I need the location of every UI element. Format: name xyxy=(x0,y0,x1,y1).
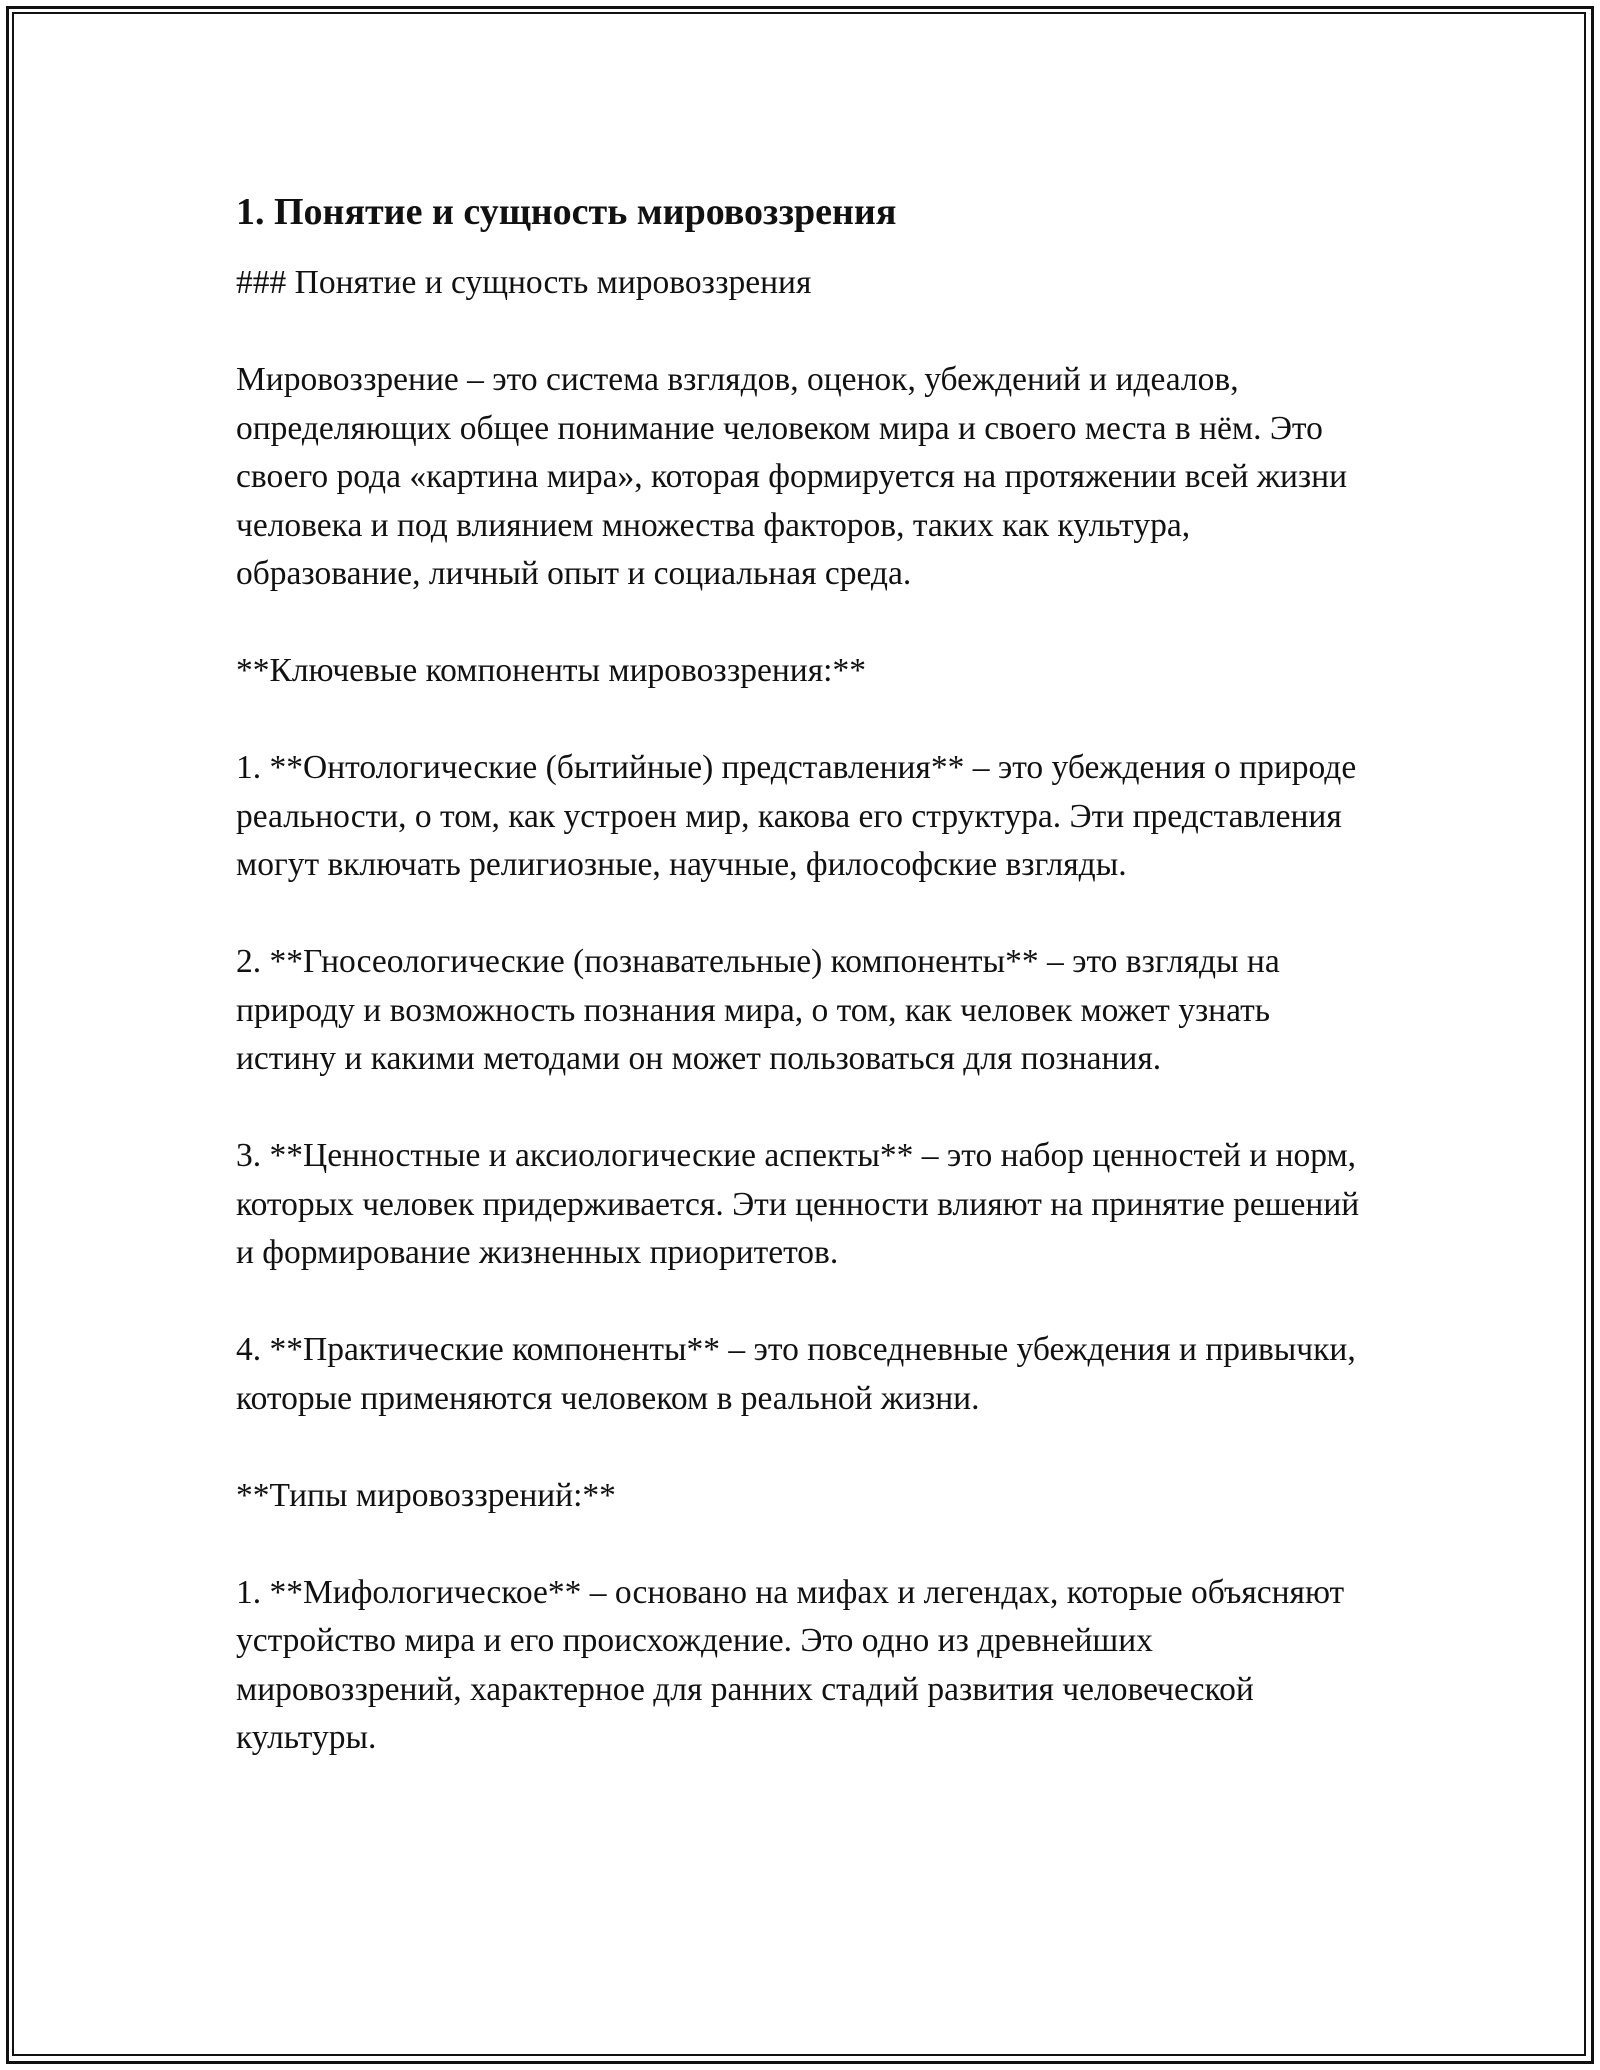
document-title: 1. Понятие и сущность мировоззрения xyxy=(236,191,897,233)
paragraph-component-3: 3. **Ценностные и аксиологические аспекты** – это набор ценностей и норм, которых человек придерживается. Эти ценности влияют на принятие решений и формирование жизненных приоритетов. xyxy=(236,1137,1360,1271)
markdown-heading: ### Понятие и сущность мировоззрения xyxy=(236,264,812,301)
paragraph-types-heading: **Типы мировоззрений:** xyxy=(236,1476,616,1514)
paragraph-definition: Мировоззрение – это система взглядов, оценок, убеждений и идеалов, определяющих общее понимание человеком мира и своего места в нём. Это своего рода «картина мира», которая формируется на протяжении всей жизни человека и под влиянием множества факторов, таких как культура, образование, личный опыт и социальная среда. xyxy=(236,361,1347,592)
paragraph-component-2: 2. **Гносеологические (познавательные) компоненты** – это взгляды на природу и возможность познания мира, о том, как человек может узнать истину и какими методами он может пользоваться для познания. xyxy=(236,943,1280,1077)
paragraph-type-1: 1. **Мифологическое** – основано на мифах и легендах, которые объясняют устройство мира и его происхождение. Это одно из древнейших мировоззрений, характерное для ранних стадий развития человеческой культуры. xyxy=(236,1573,1345,1756)
paragraph-components-heading: **Ключевые компоненты мировоззрения:** xyxy=(236,652,866,689)
document-body xyxy=(236,186,1376,1763)
paragraph-component-1: 1. **Онтологические (бытийные) представления** – это убеждения о природе реальности, о том, как устроен мир, какова его структура. Эти представления могут включать религиозные, научные, философские взгляды. xyxy=(236,749,1357,883)
paragraph-component-4: 4. **Практические компоненты** – это повседневные убеждения и привычки, которые применяются человеком в реальной жизни. xyxy=(236,1331,1356,1417)
